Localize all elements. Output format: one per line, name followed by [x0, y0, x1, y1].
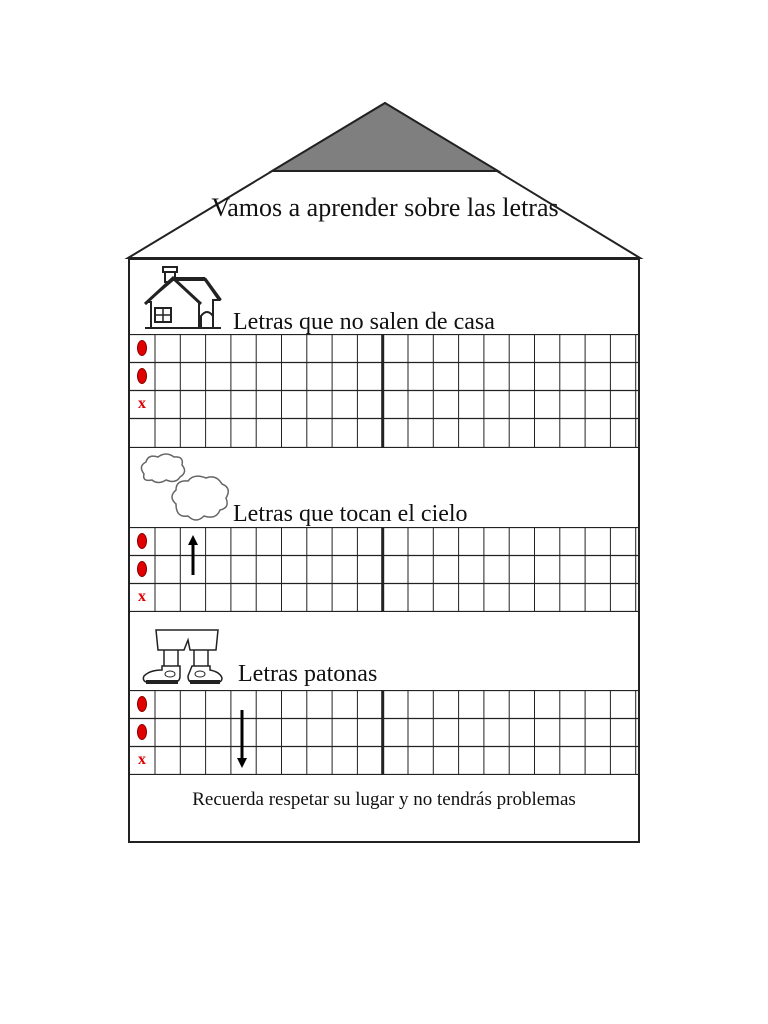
roof-peak [272, 103, 498, 171]
red-dot-icon [137, 340, 147, 356]
red-dot-marker [129, 718, 155, 746]
writing-grid-patonas[interactable] [129, 690, 639, 775]
house-icon [143, 264, 223, 337]
footer-reminder: Recuerda respetar su lugar y no tendrás problemas [192, 789, 576, 810]
red-x-label: x [138, 395, 146, 412]
red-dot-marker [129, 690, 155, 718]
section-heading-cielo: Letras que tocan el cielo [233, 501, 468, 527]
feet-icon [140, 628, 224, 695]
red-x-label: x [138, 751, 146, 768]
arrow-up-icon [188, 535, 198, 545]
arrow-down-icon [237, 758, 247, 768]
worksheet-title: Vamos a aprender sobre las letras [211, 193, 559, 222]
red-dot-icon [137, 368, 147, 384]
red-dot-icon [137, 533, 147, 549]
clouds-icon [136, 452, 231, 529]
red-dot-marker [129, 334, 155, 362]
grid-lines [129, 690, 639, 775]
red-dot-icon [137, 696, 147, 712]
red-dot-icon [137, 724, 147, 740]
red-dot-icon [137, 561, 147, 577]
section-heading-patonas: Letras patonas [238, 661, 378, 687]
red-dot-marker [129, 555, 155, 583]
red-x-marker [129, 746, 155, 774]
red-dot-marker [129, 362, 155, 390]
red-x-marker [129, 583, 155, 611]
red-x-marker [129, 390, 155, 418]
grid-lines [129, 334, 639, 448]
writing-grid-cielo[interactable] [129, 527, 639, 612]
red-x-label: x [138, 588, 146, 605]
grid-lines [129, 527, 639, 612]
section-heading-casa: Letras que no salen de casa [233, 309, 495, 335]
red-dot-marker [129, 527, 155, 555]
writing-grid-casa[interactable] [129, 334, 639, 448]
